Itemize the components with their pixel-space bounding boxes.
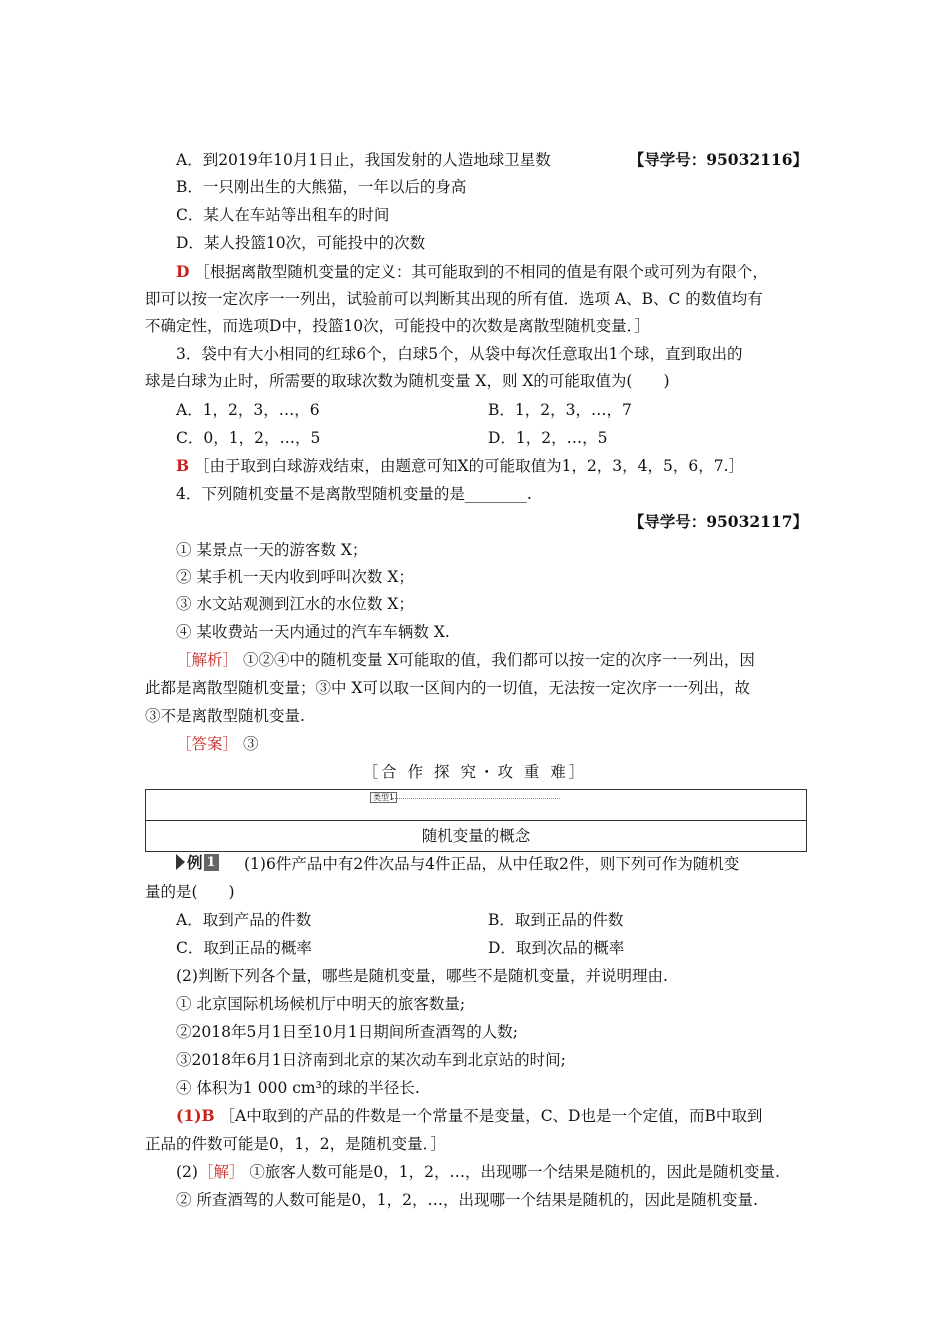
q4-answer	[176, 734, 258, 754]
q4-item-1: ① 某景点一天的游客数 X；	[176, 541, 368, 559]
q3-answer	[176, 456, 744, 476]
q2-answer-letter: D	[176, 262, 190, 281]
reference-number: 【导学号：95032116】	[628, 150, 808, 169]
example-part2-item-2: ②2018年5月1日至10月1日期间所查酒驾的人数;	[176, 1023, 518, 1041]
type-box	[145, 789, 807, 852]
q2-option-a: A．到2019年10月1日止，我国发射的人造地球卫星数	[176, 151, 551, 169]
example-part2-item-4: ④ 体积为1 000 cm³的球的半径长.	[176, 1079, 420, 1097]
answer-label: ［答案］	[176, 735, 239, 753]
q2-option-c: C．某人在车站等出租车的时间	[176, 206, 390, 224]
solution-2-text-1: ①旅客人数可能是0，1，2，…，出现哪一个结果是随机的，因此是随机变量.	[249, 1163, 780, 1181]
q3-option-a: A．1，2，3，…，6	[176, 401, 320, 419]
example-part2-stem: (2)判断下列各个量，哪些是随机变量，哪些不是随机变量，并说明理由.	[176, 967, 668, 985]
triangle-icon	[176, 854, 185, 870]
example-option-d: D．取到次品的概率	[488, 939, 625, 957]
solution-1-label: (1)B	[176, 1106, 215, 1125]
solution-1-text-1: ［A中取到的产品的件数是一个常量不是变量，C、D也是一个定值，而B中取到	[219, 1107, 763, 1125]
q4-stem: 4．下列随机变量不是离散型随机变量的是________.	[176, 485, 532, 503]
q4-analysis-line-1	[176, 650, 755, 670]
section-title: ［合 作 探 究・攻 重 难］	[362, 763, 588, 781]
q4-analysis-line-3: ③不是离散型随机变量.	[145, 707, 305, 725]
example-part1-line-2: 量的是( )	[145, 883, 235, 901]
type-box-title: 随机变量的概念	[421, 827, 531, 845]
example-option-b: B．取到正品的件数	[488, 911, 624, 929]
solution-1-line-1	[176, 1106, 762, 1126]
solution-2-line-2: ② 所查酒驾的人数可能是0，1，2，…，出现哪一个结果是随机的，因此是随机变量.	[176, 1191, 758, 1209]
solution-1-line-2: 正品的件数可能是0，1，2，是随机变量．］	[145, 1135, 446, 1153]
q3-answer-letter: B	[176, 456, 190, 475]
q4-item-3: ③ 水文站观测到江水的水位数 X；	[176, 595, 414, 613]
q4-item-2: ② 某手机一天内收到呼叫次数 X；	[176, 568, 414, 586]
q2-answer-text-1: ［根据离散型随机变量的定义：其可能取到的不相同的值是有限个或可列为有限个，	[194, 263, 768, 281]
example-option-a: A．取到产品的件数	[176, 911, 312, 929]
q4-analysis-text-1: ①②④中的随机变量 X可能取的值，我们都可以按一定的次序一一列出，因	[242, 651, 755, 669]
q4-answer-value: ③	[242, 735, 259, 753]
solution-2-line-1	[176, 1162, 780, 1182]
q3-option-d: D．1，2，…，5	[488, 429, 608, 447]
example-badge-number: 1	[204, 854, 219, 871]
q4-analysis-line-2: 此都是离散型随机变量；③中 X可以取一区间内的一切值，无法按一定次序一一列出，故	[145, 679, 750, 697]
q2-option-b: B．一只刚出生的大熊猫，一年以后的身高	[176, 178, 467, 196]
solution-2-prefix: (2)	[176, 1163, 198, 1181]
type-dotted-rule	[392, 798, 560, 799]
type-tag: 类型1	[370, 792, 397, 803]
q2-answer-line-2: 即可以按一定次序一一列出，试验前可以判断其出现的所有值．选项 A、B、C 的数值均有	[145, 290, 763, 308]
example-badge	[176, 852, 219, 872]
q3-answer-text: ［由于取到白球游戏结束，由题意可知X的可能取值为1，2，3，4，5，6，7.］	[194, 457, 745, 475]
solution-2-label: ［解］	[197, 1163, 245, 1181]
analysis-label: ［解析］	[176, 651, 239, 669]
q2-answer-line-1	[176, 262, 768, 282]
q4-item-4: ④ 某收费站一天内通过的汽车车辆数 X.	[176, 623, 450, 641]
example-option-c: C．取到正品的概率	[176, 939, 312, 957]
example-badge-text: 例	[187, 853, 203, 872]
type-box-header	[146, 790, 806, 821]
q3-option-c: C．0，1，2，…，5	[176, 429, 321, 447]
q3-stem-line-2: 球是白球为止时，所需要的取球次数为随机变量 X，则 X的可能取值为( )	[145, 372, 670, 390]
example-part2-item-1: ① 北京国际机场候机厅中明天的旅客数量;	[176, 995, 466, 1013]
q3-option-b: B．1，2，3，…，7	[488, 401, 632, 419]
example-part2-item-3: ③2018年6月1日济南到北京的某次动车到北京站的时间;	[176, 1051, 566, 1069]
q2-option-d: D．某人投篮10次，可能投中的次数	[176, 234, 426, 252]
q2-answer-line-3: 不确定性，而选项D中，投篮10次，可能投中的次数是离散型随机变量．］	[145, 317, 650, 335]
q4-reference-number: 【导学号：95032117】	[628, 512, 808, 531]
example-part1-line-1: (1)6件产品中有2件次品与4件正品，从中任取2件，则下列可作为随机变	[244, 855, 740, 873]
q3-stem-line-1: 3．袋中有大小相同的红球6个，白球5个，从袋中每次任意取出1个球，直到取出的	[176, 345, 743, 363]
